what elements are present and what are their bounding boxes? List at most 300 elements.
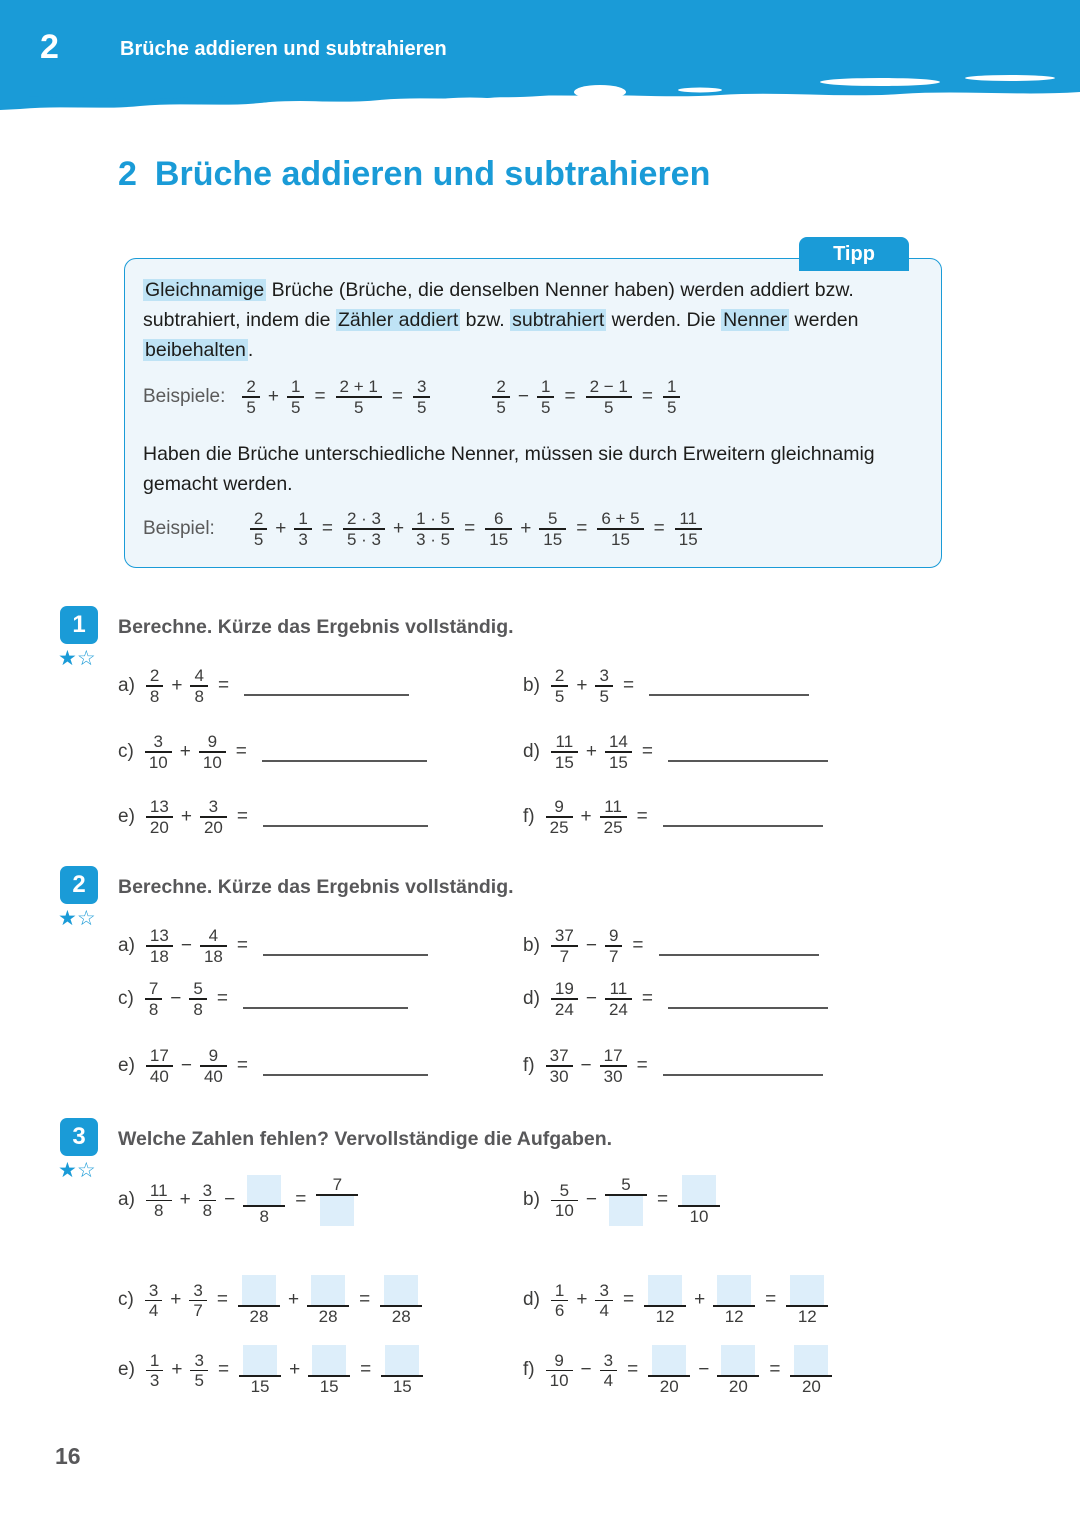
fraction [546,1351,573,1391]
fraction-numerator: 7 [332,1175,343,1194]
fraction-denominator: 30 [549,1066,569,1086]
task-item [118,666,409,706]
task-item [118,1175,361,1226]
tipp-examples-row-1 [143,377,683,417]
task-item [118,1345,426,1396]
operator: − [585,934,597,956]
fraction-denominator: 24 [554,999,574,1019]
fraction [605,1175,647,1226]
fraction-denominator-blank[interactable] [605,1196,647,1226]
exercise-number: 2 [72,871,86,898]
fraction-numerator: 13 [149,797,169,816]
fraction-denominator: 8 [154,1201,164,1221]
fraction-numerator: 11 [149,1180,168,1200]
fraction-denominator: 5 [194,1371,204,1391]
answer-box[interactable] [648,1275,682,1305]
fraction-denominator: 10 [148,752,168,772]
fraction-numerator: 11 [555,732,574,751]
task-item [118,732,427,772]
fraction-numerator: 11 [679,509,698,528]
operator: + [171,674,183,696]
operator: + [520,517,532,539]
operator: = [236,1054,248,1076]
header-chapter-title: Brüche addieren und subtrahieren [120,38,447,60]
fraction [146,926,173,966]
fraction-numerator-blank[interactable] [678,1175,720,1205]
fraction [678,1175,720,1226]
fraction-denominator: 28 [318,1306,338,1326]
highlighted-term: beibehalten [145,339,246,361]
task-item [523,979,828,1019]
operator: = [564,385,576,407]
tipp-example-3 [247,509,705,549]
fraction-numerator-blank[interactable] [717,1345,759,1375]
fraction [145,732,172,772]
operator: = [217,674,230,696]
fraction-denominator: 4 [603,1371,614,1391]
task-item [118,1275,425,1326]
fraction-denominator: 40 [203,1066,223,1086]
fraction-denominator: 5 [599,686,609,706]
fraction [551,926,578,966]
answer-box[interactable] [721,1345,755,1375]
fraction-numerator: 3 [194,1350,204,1370]
answer-box[interactable] [320,1196,354,1226]
fraction [242,377,259,417]
page-number: 16 [55,1443,81,1469]
fraction-numerator: 11 [609,979,628,998]
fraction-denominator: 8 [148,999,159,1019]
fraction-denominator: 12 [724,1306,744,1326]
item-label: e) [118,805,135,827]
fraction-numerator-blank[interactable] [381,1345,423,1375]
running-header [0,0,1080,146]
operator: = [656,1189,669,1211]
operator: = [765,1289,777,1311]
fraction-numerator: 9 [608,926,619,945]
answer-box[interactable] [794,1345,828,1375]
answer-line[interactable] [668,760,828,762]
task-item [523,797,823,837]
fraction [200,1046,227,1086]
fraction-denominator: 15 [543,529,563,549]
operator: = [636,1054,648,1076]
difficulty-stars-1: ★☆ [58,647,96,670]
answer-line[interactable] [659,954,819,956]
fraction-denominator: 4 [599,1301,609,1321]
operator: = [622,674,635,696]
fraction-denominator: 5 [246,397,256,417]
fraction-numerator: 4 [208,926,219,945]
item-label: f) [523,1054,535,1076]
operator: = [636,805,648,827]
fraction [200,797,227,837]
item-label: b) [523,674,540,696]
fraction [308,1345,350,1396]
fraction-denominator: 15 [250,1376,270,1396]
fraction [675,509,702,549]
fraction-denominator: 15 [319,1376,339,1396]
operator: = [216,987,228,1009]
operator: + [580,805,592,827]
fraction [146,666,163,706]
exercise-number-badge-3 [60,1118,98,1156]
fraction-numerator: 5 [621,1175,631,1194]
fraction-numerator: 3 [193,1280,203,1300]
item-label: c) [118,1289,134,1311]
fraction-denominator: 5 [290,397,301,417]
fraction-denominator-blank[interactable] [316,1196,358,1226]
fraction-numerator-blank[interactable] [786,1275,828,1305]
answer-box[interactable] [311,1275,345,1305]
fraction [648,1345,690,1396]
item-label: a) [118,1189,135,1211]
fraction [551,1281,568,1321]
exercise-number: 1 [72,611,86,638]
fraction-denominator: 28 [249,1306,269,1326]
fraction-numerator: 17 [149,1046,169,1065]
fraction-denominator: 8 [202,1201,213,1221]
answer-box[interactable] [652,1345,686,1375]
fraction [605,732,632,772]
operator: = [653,517,665,539]
operator: − [585,1189,597,1211]
fraction-numerator: 7 [148,979,159,998]
fraction [316,1175,358,1226]
fraction-numerator: 3 [153,732,164,751]
fraction-numerator: 1 [666,377,677,396]
operator: = [236,805,248,827]
item-label: b) [523,1189,540,1211]
fraction [239,1345,281,1396]
fraction-numerator: 2 + 1 [339,377,378,396]
answer-line[interactable] [263,954,428,956]
operator: + [179,1189,191,1211]
answer-box[interactable] [243,1345,277,1375]
fraction-numerator: 1 [290,377,301,396]
operator: = [236,934,248,956]
task-item [523,926,819,966]
operator: − [180,1054,192,1076]
fraction-denominator: 10 [549,1371,569,1391]
highlighted-term: Gleichnamige [145,279,265,301]
fraction-denominator: 40 [149,1066,169,1086]
fraction-denominator: 8 [149,686,160,706]
item-label: e) [118,1054,135,1076]
task-item [523,1345,835,1396]
fraction [595,666,612,706]
fraction-denominator: 7 [608,946,619,966]
fraction [343,509,385,549]
operator: + [694,1289,706,1311]
answer-box[interactable] [384,1275,418,1305]
fraction [199,1181,216,1221]
operator: = [464,517,476,539]
fraction-numerator: 2 − 1 [589,377,628,396]
operator: = [216,1289,228,1311]
fraction [595,1281,612,1321]
answer-line[interactable] [663,1074,823,1076]
tipp-text-run: Brüche (Brüche, die denselben Nenner haben) werden addiert bzw. subtrahiert, indem die [143,279,854,331]
task-item [523,732,828,772]
fraction [663,377,680,417]
operator: + [576,1289,588,1311]
fraction-denominator: 15 [678,529,698,549]
answer-line[interactable] [663,825,823,827]
answer-line[interactable] [262,760,427,762]
fraction [492,377,509,417]
operator: − [585,987,597,1009]
highlighted-term: Zähler addiert [337,309,459,331]
fraction [546,1046,573,1086]
fraction-numerator-blank[interactable] [243,1175,285,1205]
fraction [713,1275,755,1326]
fraction-numerator: 3 [603,1350,614,1370]
fraction-numerator-blank[interactable] [307,1275,349,1305]
fraction-numerator: 1 [541,377,551,396]
fraction-denominator: 20 [728,1376,748,1396]
answer-line[interactable] [668,1007,828,1009]
fraction-numerator: 37 [549,1046,569,1065]
fraction [146,1046,173,1086]
fraction-numerator: 2 [496,377,506,396]
fraction-numerator: 2 [149,666,160,685]
operator: + [393,517,405,539]
fraction-denominator: 20 [149,817,169,837]
fraction [189,979,206,1019]
fraction [146,1181,172,1221]
fraction [600,797,627,837]
fraction-denominator: 25 [603,817,623,837]
fraction-numerator: 2 [253,509,264,528]
fraction-numerator-blank[interactable] [713,1275,755,1305]
fraction-denominator: 5 [416,397,427,417]
fraction [413,377,430,417]
fraction-numerator: 2 · 3 [346,509,382,528]
operator: + [275,517,287,539]
fraction [644,1275,686,1326]
fraction-denominator: 24 [608,999,628,1019]
highlighted-term: Nenner [723,309,788,331]
operator: + [267,385,279,407]
fraction-numerator: 37 [554,926,574,945]
fraction-denominator: 20 [203,817,223,837]
answer-box[interactable] [790,1275,824,1305]
fraction-denominator: 10 [554,1201,574,1221]
fraction [190,666,207,706]
fraction-numerator: 3 [416,377,427,396]
fraction [199,732,226,772]
operator: + [180,805,192,827]
fraction-denominator: 15 [489,529,509,549]
tipp-text-run: . [247,339,254,361]
fraction-numerator-blank[interactable] [239,1345,281,1375]
item-label: f) [523,1359,535,1381]
fraction-denominator: 12 [655,1306,675,1326]
fraction [546,797,573,837]
answer-box[interactable] [247,1175,281,1205]
operator: + [287,1289,300,1311]
fraction-numerator: 9 [208,1046,219,1065]
fraction [539,509,566,549]
fraction-numerator: 5 [193,979,203,998]
fraction [145,1281,162,1321]
fraction [145,979,162,1019]
answer-box[interactable] [682,1175,716,1205]
fraction-denominator: 18 [203,946,223,966]
fraction-numerator: 3 [202,1180,213,1200]
fraction-numerator-blank[interactable] [308,1345,350,1375]
operator: − [698,1359,710,1381]
tipp-box [124,258,942,568]
fraction-numerator: 17 [603,1046,623,1065]
highlighted-term: subtrahiert [512,309,605,331]
answer-line[interactable] [649,694,809,696]
operator: − [170,987,182,1009]
fraction [381,1345,423,1396]
fraction [189,1281,206,1321]
operator: = [641,385,653,407]
item-label: d) [523,987,540,1009]
fraction-denominator: 3 [149,1371,160,1391]
fraction [605,926,622,966]
operator: = [641,987,653,1009]
fraction-denominator: 10 [689,1206,709,1226]
item-label: a) [118,934,135,956]
tipp-paragraph-2: Haben die Brüche unterschiedliche Nenner, müssen sie durch Erweitern gleichnamig gemacht werden. [143,443,875,495]
fraction [200,926,227,966]
fraction-numerator-blank[interactable] [644,1275,686,1305]
exercise-heading-2: Berechne. Kürze das Ergebnis vollständig. [118,876,514,898]
fraction-denominator: 8 [193,999,203,1019]
difficulty-stars-3: ★☆ [58,1159,96,1182]
fraction [146,1351,163,1391]
fraction-numerator: 4 [194,666,204,685]
tipp-text-run: werden [789,309,859,331]
task-item [523,1275,831,1326]
fraction-denominator: 25 [549,817,569,837]
operator: − [580,1359,592,1381]
fraction [537,377,554,417]
item-label: d) [523,1289,540,1311]
fraction-denominator: 5 [253,529,264,549]
fraction-numerator-blank[interactable] [648,1345,690,1375]
answer-line[interactable] [263,825,428,827]
answer-line[interactable] [243,1007,408,1009]
operator: = [632,934,644,956]
tipp-examples-label: Beispiele: [143,385,226,407]
fraction-numerator: 3 [148,1280,159,1300]
fraction-numerator: 1 [149,1350,160,1370]
fraction-numerator: 9 [554,1350,564,1370]
fraction [551,666,568,706]
fraction-denominator: 3 [298,529,308,549]
fraction-denominator: 3 · 5 [416,529,451,549]
fraction [307,1275,349,1326]
fraction-denominator: 5 [353,397,364,417]
item-label: e) [118,1359,135,1381]
exercise-number-badge-1 [60,606,98,644]
fraction [597,509,643,549]
fraction [586,377,632,417]
task-item [118,926,428,966]
fraction-denominator: 8 [194,686,204,706]
fraction [551,1181,578,1221]
difficulty-stars-2: ★☆ [58,907,96,930]
fraction-numerator: 1 · 5 [416,509,451,528]
fraction-denominator: 15 [611,529,630,549]
operator: = [295,1189,307,1211]
fraction [485,509,512,549]
fraction-denominator: 15 [608,752,628,772]
fraction [600,1351,617,1391]
fraction-denominator: 12 [797,1306,817,1326]
tipp-examples-row-2 [143,509,705,549]
item-label: c) [118,740,134,762]
fraction-numerator: 14 [608,732,628,751]
answer-box[interactable] [385,1345,419,1375]
operator: = [321,517,333,539]
operator: = [314,385,326,407]
operator: − [180,934,192,956]
answer-box[interactable] [312,1345,346,1375]
operator: = [217,1359,230,1381]
answer-line[interactable] [244,694,409,696]
fraction [790,1345,832,1396]
answer-box[interactable] [717,1275,751,1305]
fraction-numerator: 6 [493,509,504,528]
fraction-denominator: 15 [554,752,574,772]
operator: = [622,1289,635,1311]
fraction-numerator-blank[interactable] [380,1275,422,1305]
fraction-numerator-blank[interactable] [790,1345,832,1375]
tipp-paragraph-1 [143,275,923,365]
answer-box[interactable] [242,1275,276,1305]
fraction-numerator-blank[interactable] [238,1275,280,1305]
operator: = [360,1359,372,1381]
operator: = [769,1359,781,1381]
answer-box[interactable] [609,1196,643,1226]
fraction-denominator: 5 [666,397,677,417]
fraction [250,509,267,549]
tipp-tab: Tipp [799,237,909,271]
fraction [551,732,578,772]
task-item [118,979,408,1019]
fraction [238,1275,280,1326]
fraction-denominator: 20 [659,1376,679,1396]
operator: = [391,385,403,407]
exercise-heading-3: Welche Zahlen fehlen? Vervollständige die Aufgaben. [118,1128,613,1150]
fraction-denominator: 5 [554,686,565,706]
brush-stroke-decoration [0,60,1080,146]
fraction-numerator: 13 [149,926,169,945]
fraction-denominator: 6 [554,1301,565,1321]
operator: − [580,1054,592,1076]
fraction-numerator: 6 + 5 [601,509,640,528]
operator: = [235,740,247,762]
fraction [287,377,304,417]
fraction-denominator: 15 [392,1376,412,1396]
fraction-denominator: 10 [202,752,222,772]
exercise-number: 3 [72,1123,86,1150]
fraction [412,509,454,549]
operator: = [359,1289,371,1311]
answer-line[interactable] [263,1074,428,1076]
fraction-denominator: 7 [559,946,570,966]
task-item [118,1046,428,1086]
fraction [600,1046,627,1086]
fraction [243,1175,285,1226]
